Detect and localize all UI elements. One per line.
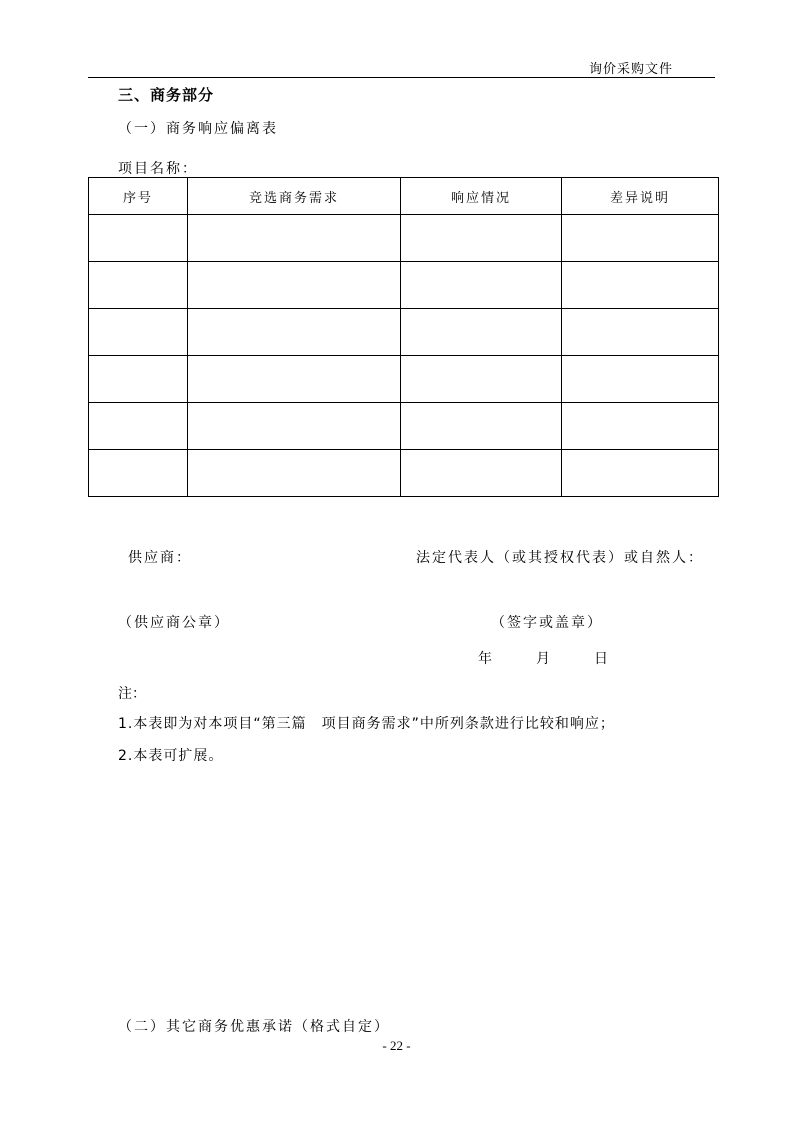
legal-representative-label: 法定代表人（或其授权代表）或自然人：	[416, 550, 704, 566]
table-header-row	[89, 178, 719, 215]
table-cell	[562, 262, 719, 309]
table-cell	[89, 356, 188, 403]
sign-or-seal-label: （签字或盖章）	[491, 615, 603, 631]
table-cell	[188, 309, 401, 356]
table-cell	[188, 450, 401, 497]
column-header-number: 序号	[89, 178, 188, 215]
table-cell	[401, 215, 562, 262]
project-name-label: 项目名称：	[118, 161, 198, 177]
column-header-difference: 差异说明	[562, 178, 719, 215]
table-cell	[401, 309, 562, 356]
table-cell	[89, 215, 188, 262]
day-label: 日	[594, 651, 608, 667]
section-title: 三、商务部分	[118, 86, 215, 104]
table-cell	[89, 309, 188, 356]
table-cell	[89, 262, 188, 309]
table-cell	[401, 403, 562, 450]
table-cell	[562, 215, 719, 262]
table-cell	[401, 262, 562, 309]
table-cell	[401, 356, 562, 403]
month-label: 月	[536, 651, 550, 667]
table-cell	[188, 356, 401, 403]
supplier-seal-label: （供应商公章）	[118, 615, 230, 631]
table-cell	[562, 403, 719, 450]
notes-label: 注：	[118, 686, 146, 702]
table-row	[89, 403, 719, 450]
table-row	[89, 309, 719, 356]
table-cell	[188, 403, 401, 450]
table-cell	[562, 450, 719, 497]
page-number: - 22 -	[382, 1038, 411, 1053]
other-commitments-title: （二）其它商务优惠承诺（格式自定）	[118, 1019, 390, 1035]
date-fields	[478, 648, 608, 668]
business-deviation-table	[88, 177, 719, 497]
supplier-label: 供应商：	[128, 550, 192, 566]
note-item: 2.本表可扩展。	[118, 748, 224, 764]
table-cell	[562, 309, 719, 356]
table-row	[89, 450, 719, 497]
column-header-response: 响应情况	[401, 178, 562, 215]
table-cell	[562, 356, 719, 403]
year-label: 年	[478, 651, 492, 667]
table-cell	[89, 403, 188, 450]
column-header-requirement: 竞选商务需求	[188, 178, 401, 215]
table-row	[89, 215, 719, 262]
document-type-header: 询价采购文件	[588, 62, 673, 77]
table-cell	[188, 215, 401, 262]
deviation-table-title: （一）商务响应偏离表	[118, 121, 278, 137]
table-row	[89, 262, 719, 309]
table-cell	[188, 262, 401, 309]
table-cell	[401, 450, 562, 497]
table-cell	[89, 450, 188, 497]
header-divider	[88, 77, 715, 78]
note-item: 1.本表即为对本项目“第三篇 项目商务需求”中所列条款进行比较和响应；	[118, 716, 615, 732]
table-row	[89, 356, 719, 403]
